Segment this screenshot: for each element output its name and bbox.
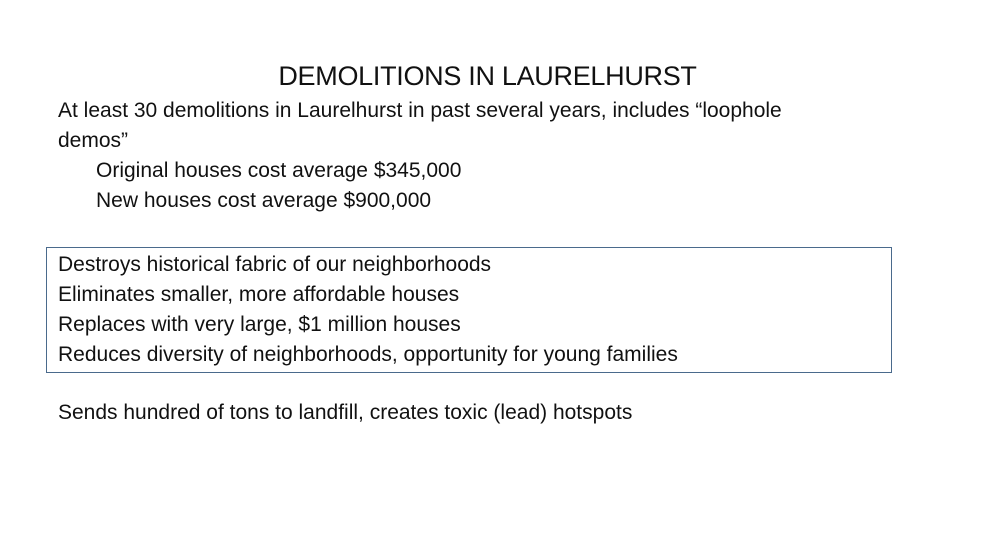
intro-line-1: At least 30 demolitions in Laurelhurst in past several years, includes “loophole [58,99,782,122]
intro-block [58,96,878,216]
slide-title: DEMOLITIONS IN LAURELHURST [278,61,697,91]
impact-item: Reduces diversity of neighborhoods, opportunity for young families [58,343,678,366]
impact-item: Replaces with very large, $1 million houses [58,313,461,336]
impact-item: Eliminates smaller, more affordable houses [58,283,460,306]
intro-line-2: demos” [58,129,129,152]
landfill-line: Sends hundred of tons to landfill, creates toxic (lead) hotspots [58,401,633,424]
original-cost-line: Original houses cost average $345,000 [96,159,462,182]
impacts-box [46,247,892,373]
new-cost-line: New houses cost average $900,000 [96,189,432,212]
impact-item: Destroys historical fabric of our neighborhoods [58,253,492,276]
